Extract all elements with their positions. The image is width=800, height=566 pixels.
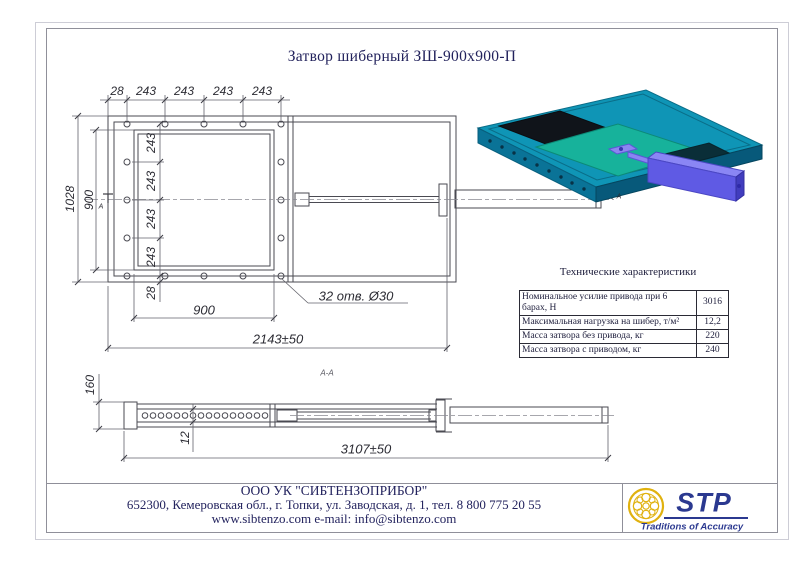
footer-logo-divider (622, 483, 623, 532)
section-title-aa: А-А (320, 368, 334, 378)
drawing-title: Затвор шиберный ЗШ-900х900-П (287, 48, 517, 65)
dim-top-243-1: 243 (135, 84, 157, 98)
dim-height-1028: 1028 (63, 185, 77, 213)
dim-side-243-4: 243 (144, 246, 158, 268)
dim-top-28: 28 (110, 84, 124, 98)
dim-opening-width-900: 900 (193, 302, 215, 318)
side-view-drawing (124, 399, 614, 432)
spec-label: Масса затвора с приводом, кг (520, 343, 697, 357)
spec-value: 3016 (697, 291, 729, 316)
dim-top-243-3: 243 (212, 84, 234, 98)
side-bolt-holes (142, 413, 268, 419)
stp-logo-tagline: Traditions of Accuracy (640, 521, 744, 533)
dim-side-height-160: 160 (83, 374, 97, 396)
valve-3d-render (478, 90, 762, 202)
stp-emblem (629, 489, 663, 523)
spec-label: Номинальное усилие привода при 6 барах, Н (520, 291, 697, 316)
specs-table (519, 290, 729, 358)
dim-length-3107: 3107±50 (340, 441, 392, 457)
spec-value: 12,2 (697, 315, 729, 329)
specs-row (520, 343, 729, 357)
section-marker-left: А (98, 203, 104, 211)
footer-address: 652300, Кемеровская обл., г. Топки, ул. Заводская, д. 1, тел. 8 800 775 20 55 (126, 497, 542, 512)
holes-callout: 32 отв. Ø30 (318, 288, 394, 304)
dim-opening-height-900: 900 (82, 189, 96, 211)
dim-top-243-2: 243 (173, 84, 195, 98)
specs-row (520, 315, 729, 329)
spec-value: 220 (697, 329, 729, 343)
dim-side-offset-28: 28 (144, 286, 158, 300)
dim-top-243-4: 243 (251, 84, 273, 98)
footer-contacts: www.sibtenzo.com e-mail: info@sibtenzo.com (211, 511, 457, 526)
specs-row (520, 329, 729, 343)
spec-label: Масса затвора без привода, кг (520, 329, 697, 343)
dim-side-243-1: 243 (144, 132, 158, 154)
section-marker-right: А (616, 193, 622, 201)
dim-length-2143: 2143±50 (252, 331, 304, 347)
specs-row (520, 291, 729, 316)
spec-label: Максимальная нагрузка на шибер, т/м² (520, 315, 697, 329)
footer-company: ООО УК "СИБТЕНЗОПРИБОР" (240, 483, 428, 498)
spec-value: 240 (697, 343, 729, 357)
dim-side-243-2: 243 (144, 170, 158, 192)
specs-title: Технические характеристики (559, 266, 697, 278)
dim-plate-12: 12 (178, 431, 192, 445)
front-actuator (295, 184, 601, 216)
stp-logo-text: STP (676, 487, 732, 518)
dim-side-243-3: 243 (144, 208, 158, 230)
